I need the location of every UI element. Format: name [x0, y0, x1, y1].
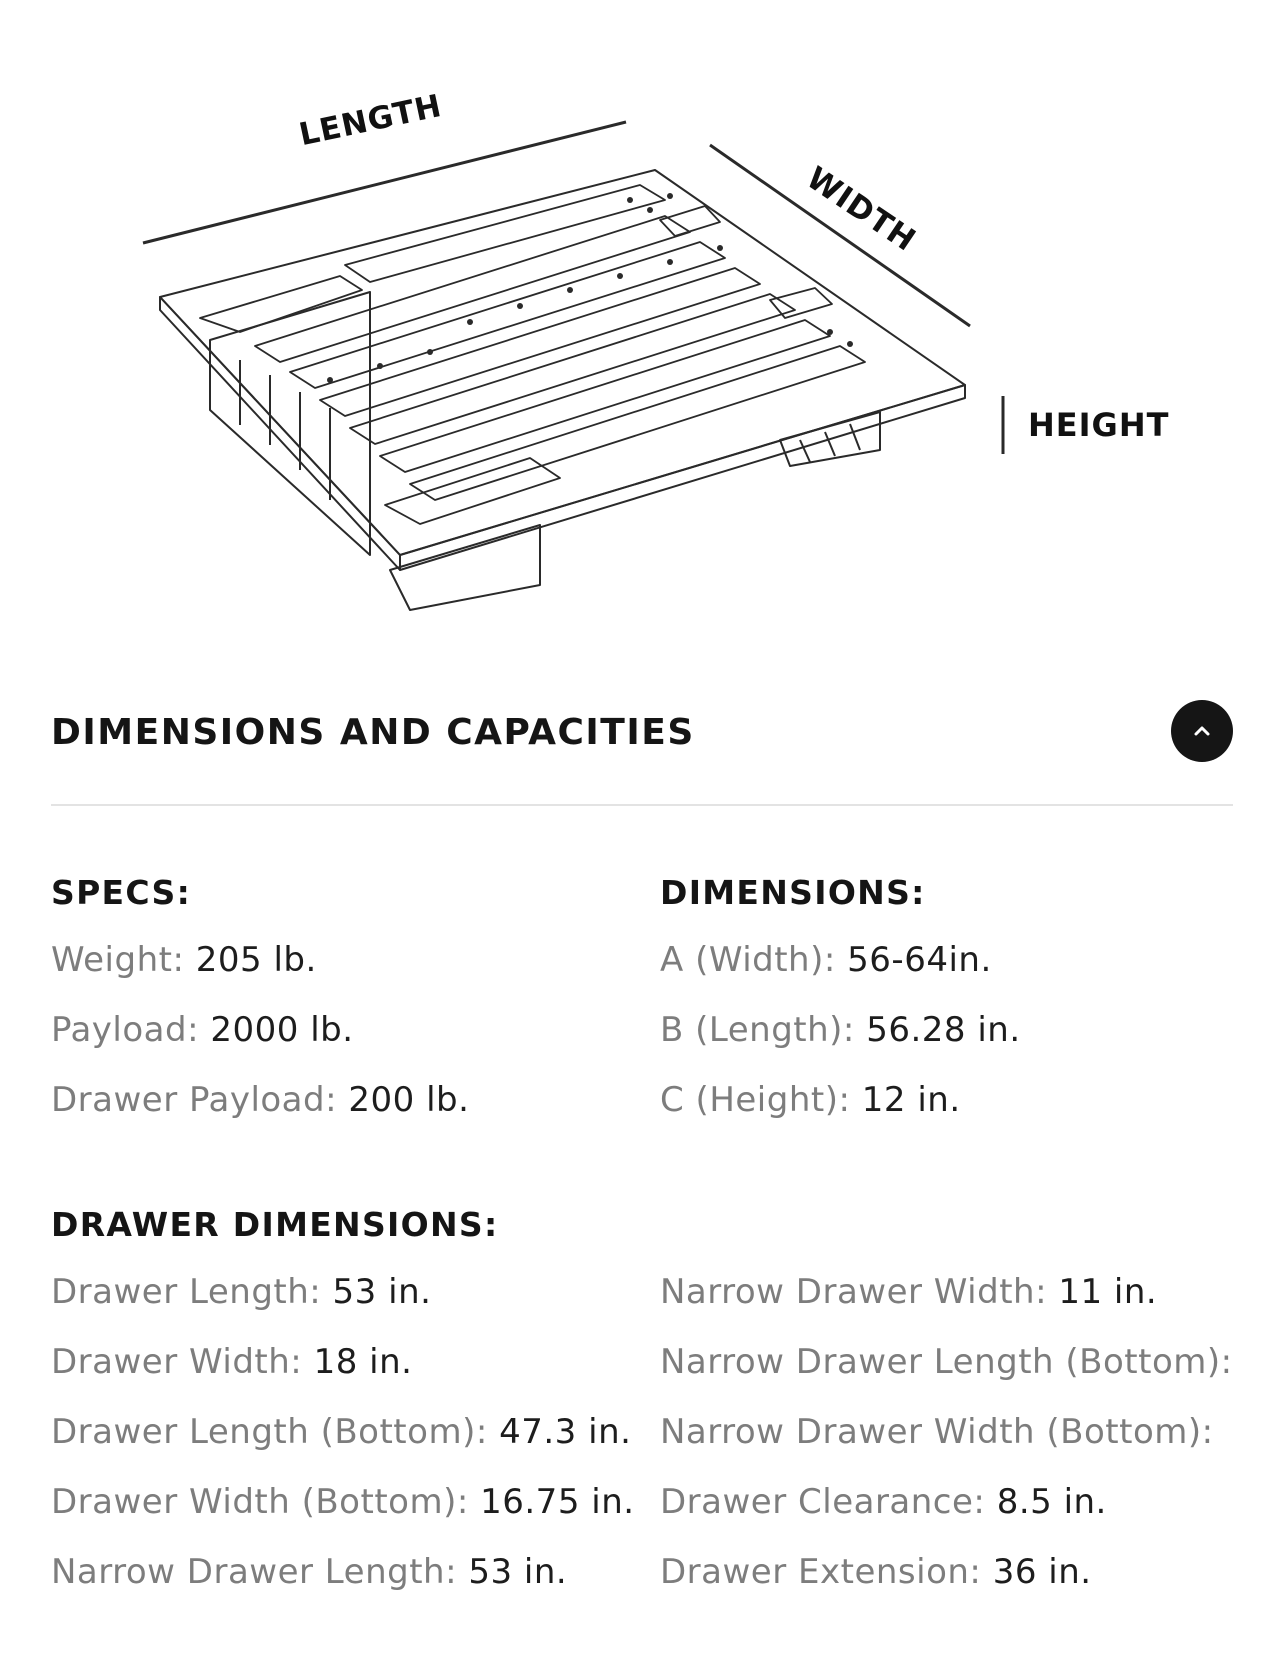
- dimension-label: B (Length):: [660, 1010, 855, 1050]
- drawer-label: Drawer Extension:: [660, 1552, 982, 1592]
- dimension-value: 56-64in.: [847, 940, 992, 980]
- drawer-label: Drawer Width:: [51, 1342, 303, 1382]
- spec-row-weight: [51, 940, 317, 980]
- drawer-label: Narrow Drawer Width:: [660, 1272, 1048, 1312]
- spec-row-drawer-payload: [51, 1080, 469, 1120]
- drawer-value: 16.75 in.: [480, 1482, 635, 1522]
- dimension-row-length: [660, 1010, 1021, 1050]
- length-label: LENGTH: [296, 87, 446, 154]
- spec-value: 205 lb.: [195, 940, 317, 980]
- drawer-row: [51, 1552, 567, 1592]
- spec-label: Drawer Payload:: [51, 1080, 338, 1120]
- spec-label: Weight:: [51, 940, 185, 980]
- drawer-row: [51, 1412, 631, 1452]
- drawer-label: Drawer Length:: [51, 1272, 322, 1312]
- specs-heading: SPECS:: [51, 873, 192, 912]
- drawer-value: 11 in.: [1058, 1272, 1158, 1312]
- drawer-value: 18 in.: [313, 1342, 413, 1382]
- section-title: DIMENSIONS AND CAPACITIES: [51, 712, 695, 753]
- dimension-label: C (Height):: [660, 1080, 851, 1120]
- drawer-value: 53 in.: [468, 1552, 568, 1592]
- drawer-label: Drawer Width (Bottom):: [51, 1482, 469, 1522]
- drawer-value: 53 in.: [332, 1272, 432, 1312]
- drawer-row: [660, 1482, 1107, 1522]
- drawer-row: [660, 1552, 1092, 1592]
- drawer-label: Narrow Drawer Length (Bottom):: [660, 1342, 1233, 1382]
- spec-label: Payload:: [51, 1010, 200, 1050]
- dimensions-heading: DIMENSIONS:: [660, 873, 926, 912]
- drawer-label: Narrow Drawer Width (Bottom):: [660, 1412, 1214, 1452]
- drawer-label: Drawer Clearance:: [660, 1482, 986, 1522]
- drawer-value: 8.5 in.: [996, 1482, 1107, 1522]
- drawer-label: Narrow Drawer Length:: [51, 1552, 458, 1592]
- drawer-value: 47.3 in.: [499, 1412, 632, 1452]
- dimension-row-height: [660, 1080, 961, 1120]
- dimension-row-width: [660, 940, 992, 980]
- drawer-row: [660, 1412, 1214, 1452]
- width-label: WIDTH: [799, 160, 923, 259]
- spec-row-payload: [51, 1010, 354, 1050]
- spec-value: 2000 lb.: [210, 1010, 354, 1050]
- drawer-row: [51, 1342, 412, 1382]
- drawer-dimensions-heading: DRAWER DIMENSIONS:: [51, 1205, 499, 1244]
- drawer-row: [660, 1272, 1157, 1312]
- drawer-value: 36 in.: [992, 1552, 1092, 1592]
- drawer-row: [51, 1482, 635, 1522]
- drawer-label: Drawer Length (Bottom):: [51, 1412, 488, 1452]
- spec-value: 200 lb.: [348, 1080, 470, 1120]
- drawer-row: [51, 1272, 431, 1312]
- drawer-row: [660, 1342, 1233, 1382]
- dimension-value: 12 in.: [861, 1080, 961, 1120]
- dimension-label: A (Width):: [660, 940, 836, 980]
- dimension-value: 56.28 in.: [866, 1010, 1021, 1050]
- height-label: HEIGHT: [1028, 406, 1170, 444]
